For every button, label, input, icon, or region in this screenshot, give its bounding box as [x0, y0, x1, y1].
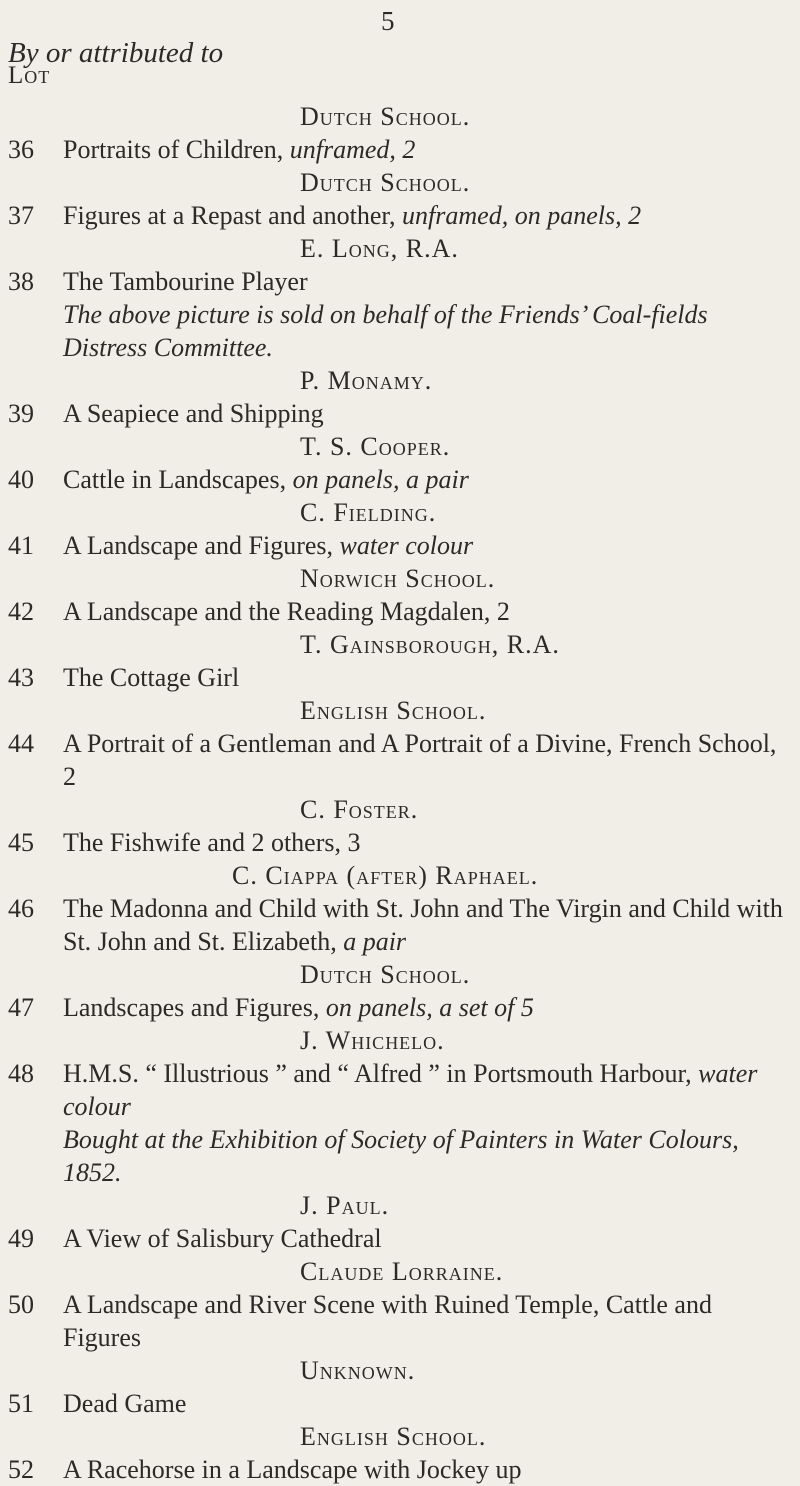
list-item: [0, 430, 800, 496]
list-item: [0, 1420, 800, 1486]
artist-attribution: Dutch School.: [300, 960, 471, 989]
lot-title: The Fishwife and 2 others, 3: [63, 828, 361, 857]
list-item: [0, 364, 800, 430]
lot-description: [63, 1222, 790, 1255]
lot-title: A Portrait of a Gentleman and A Portrait of a Divine, French School, 2: [63, 729, 777, 791]
lot-title: The Madonna and Child with St. John and The Virgin and Child with St. John and St. Elizabeth,: [63, 894, 783, 956]
lot-title: The Tambourine Player: [63, 267, 308, 296]
lot-note: Bought at the Exhibition of Society of Painters in Water Colours, 1852.: [63, 1125, 739, 1187]
lot-title: Cattle in Landscapes,: [63, 465, 287, 494]
list-item: [0, 1189, 800, 1255]
lot-number: 43: [8, 663, 34, 692]
lot-detail: on panels, a pair: [286, 465, 469, 494]
artist-attribution: C. Ciappa (after) Raphael.: [232, 861, 539, 890]
lot-title: A Landscape and the Reading Magdalen, 2: [63, 597, 510, 626]
list-item: [0, 100, 800, 166]
lot-number: 47: [8, 993, 34, 1022]
list-item: [0, 958, 800, 1024]
artist-attribution: C. Fielding.: [300, 498, 437, 527]
list-item: [0, 793, 800, 859]
lot-number: 37: [8, 201, 34, 230]
lot-title: Figures at a Repast and another,: [63, 201, 396, 230]
lot-number: 49: [8, 1224, 34, 1253]
lot-title: A Seapiece and Shipping: [63, 399, 324, 428]
artist-attribution: J. Whichelo.: [300, 1026, 445, 1055]
lot-title: A View of Salisbury Cathedral: [63, 1224, 382, 1253]
lot-description: [63, 595, 790, 628]
artist-attribution: Claude Lorraine.: [300, 1257, 504, 1286]
list-item: [0, 562, 800, 628]
list-item: [0, 1354, 800, 1420]
running-head: By or attributed to: [8, 37, 224, 69]
lot-description: [63, 892, 790, 958]
lot-note: The above picture is sold on behalf of the Friends’ Coal-fields Distress Committee.: [63, 300, 708, 362]
lot-detail: on panels, a set of 5: [319, 993, 534, 1022]
artist-attribution: Dutch School.: [300, 168, 471, 197]
lot-number: 41: [8, 531, 34, 560]
lot-title: Portraits of Children,: [63, 135, 284, 164]
list-item: [0, 628, 800, 694]
lot-description: [63, 133, 790, 166]
list-item: [0, 166, 800, 232]
lot-description: [63, 463, 790, 496]
list-item: [0, 1024, 800, 1189]
lot-description: [63, 199, 790, 232]
lot-list: [0, 100, 800, 1486]
lot-number: 45: [8, 828, 34, 857]
lot-description: [63, 265, 790, 298]
lot-description: [63, 397, 790, 430]
list-item: [0, 859, 800, 958]
lot-number: 40: [8, 465, 34, 494]
lot-description: [63, 529, 790, 562]
list-item: [0, 694, 800, 793]
lot-description: [63, 1057, 790, 1123]
list-item: [0, 1255, 800, 1354]
lot-description: [63, 727, 790, 793]
lot-description: [63, 991, 790, 1024]
lot-title: H.M.S. “ Illustrious ” and “ Alfred ” in Portsmouth Harbour,: [63, 1059, 692, 1088]
lot-column-header: Lot: [8, 62, 51, 89]
artist-attribution: English School.: [300, 1422, 487, 1451]
lot-number: 36: [8, 135, 34, 164]
lot-description: [63, 826, 790, 859]
lot-description: [63, 661, 790, 694]
artist-attribution: E. Long, R.A.: [300, 234, 459, 263]
lot-number: 46: [8, 894, 34, 923]
lot-description: [63, 1288, 790, 1354]
list-item: [0, 496, 800, 562]
lot-title: A Landscape and Figures,: [63, 531, 334, 560]
lot-detail: water colour: [333, 531, 474, 560]
lot-detail: unframed, 2: [283, 135, 416, 164]
artist-attribution: Norwich School.: [300, 564, 496, 593]
lot-number: 50: [8, 1290, 34, 1319]
lot-number: 51: [8, 1389, 34, 1418]
lot-title: A Landscape and River Scene with Ruined Temple, Cattle and Figures: [63, 1290, 712, 1352]
lot-number: 44: [8, 729, 34, 758]
artist-attribution: P. Monamy.: [300, 366, 433, 395]
artist-attribution: J. Paul.: [300, 1191, 390, 1220]
lot-title: The Cottage Girl: [63, 663, 240, 692]
lot-number: 42: [8, 597, 34, 626]
lot-title: A Racehorse in a Landscape with Jockey up: [63, 1455, 522, 1484]
artist-attribution: T. Gainsborough, R.A.: [300, 630, 560, 659]
lot-number: 48: [8, 1059, 34, 1088]
lot-title: Landscapes and Figures,: [63, 993, 320, 1022]
lot-detail: water colour: [63, 1059, 758, 1121]
lot-number: 52: [8, 1455, 34, 1484]
lot-number: 39: [8, 399, 34, 428]
lot-description: [63, 1453, 790, 1486]
artist-attribution: Dutch School.: [300, 102, 471, 131]
artist-attribution: T. S. Cooper.: [300, 432, 451, 461]
artist-attribution: Unknown.: [300, 1356, 416, 1385]
lot-detail: a pair: [336, 927, 407, 956]
lot-title: Dead Game: [63, 1389, 187, 1418]
artist-attribution: C. Foster.: [300, 795, 419, 824]
list-item: [0, 232, 800, 364]
page-number: 5: [381, 6, 395, 36]
lot-description: [63, 1387, 790, 1420]
artist-attribution: English School.: [300, 696, 487, 725]
lot-number: 38: [8, 267, 34, 296]
lot-detail: unframed, on panels, 2: [395, 201, 642, 230]
